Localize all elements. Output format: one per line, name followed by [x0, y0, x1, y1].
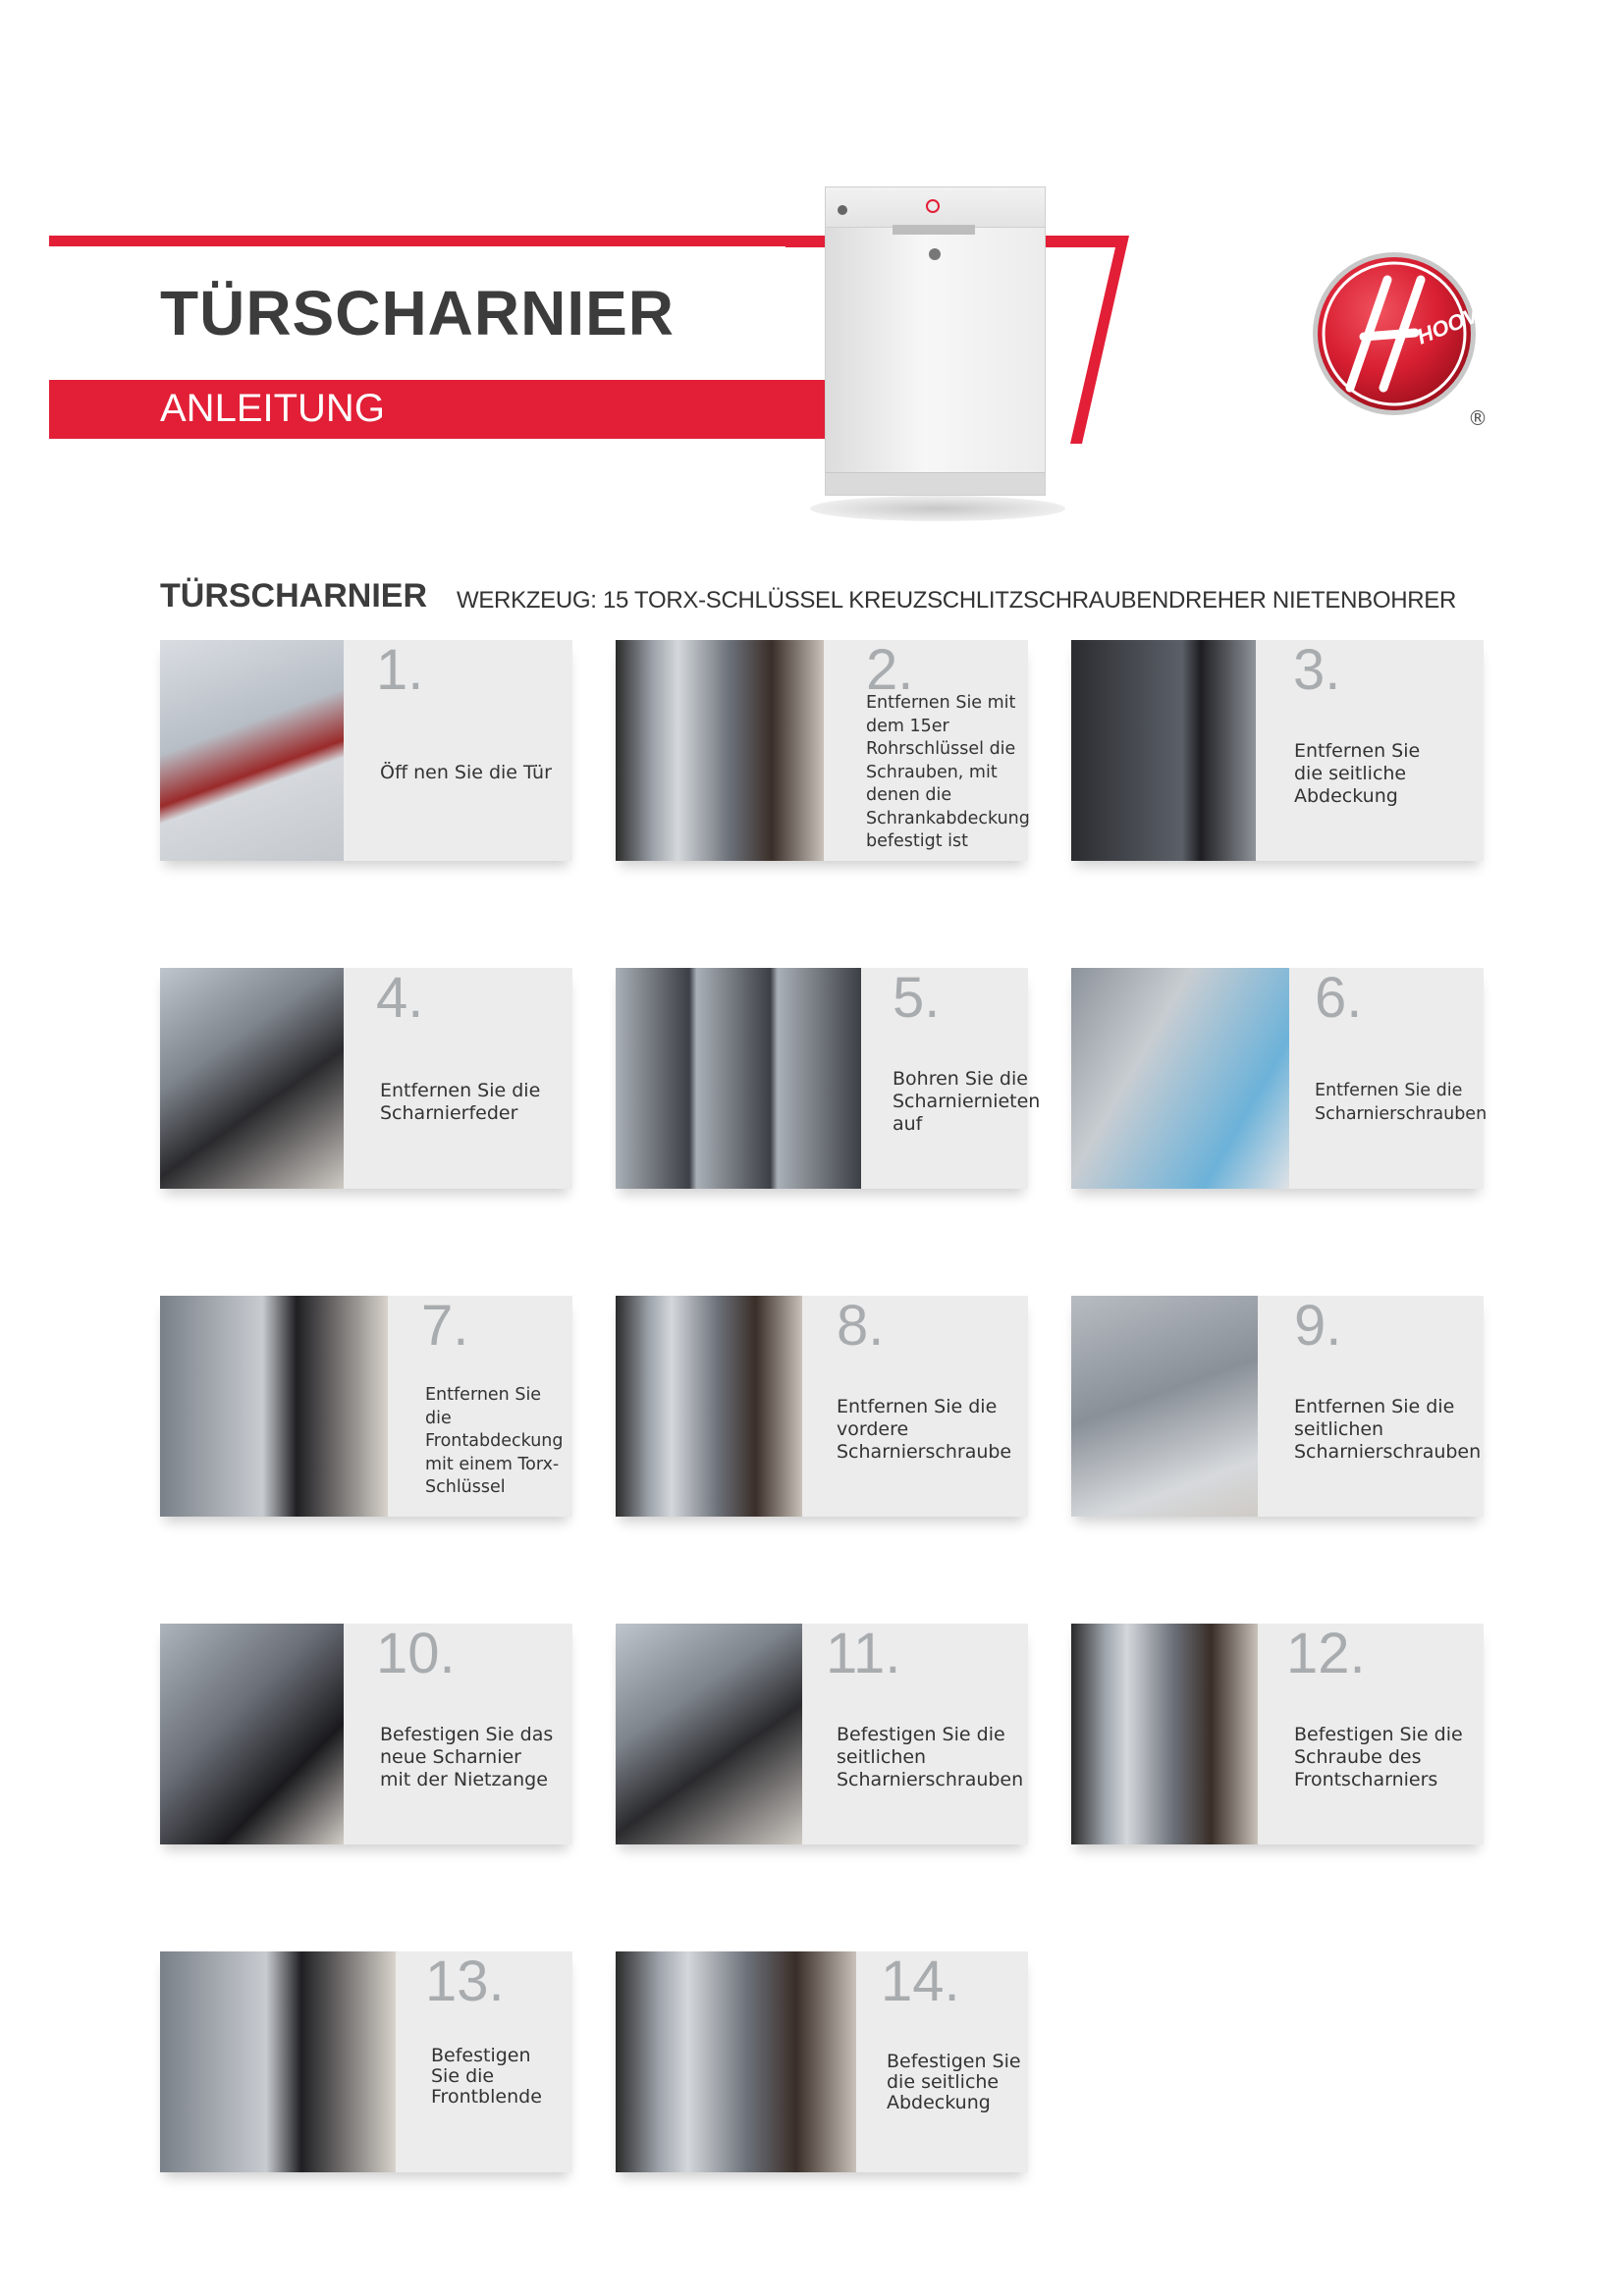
- step-photo: [160, 640, 344, 861]
- step-photo: [616, 1624, 802, 1844]
- step-number: 5.: [893, 966, 941, 1030]
- step-card-11: [616, 1624, 1028, 1844]
- step-photo: [160, 1296, 388, 1517]
- power-button-icon: [926, 199, 940, 213]
- page-title: TÜRSCHARNIER: [160, 278, 675, 348]
- registered-mark: ®: [1468, 406, 1488, 430]
- step-card-7: [160, 1296, 572, 1517]
- step-photo: [160, 1951, 396, 2172]
- step-photo: [1071, 968, 1289, 1189]
- step-number: 6.: [1315, 966, 1363, 1030]
- section-title: TÜRSCHARNIER: [160, 577, 427, 614]
- step-card-6: [1071, 966, 1488, 1189]
- step-number: 4.: [376, 966, 424, 1030]
- step-photo: [160, 1624, 344, 1844]
- page-subtitle: ANLEITUNG: [160, 387, 385, 430]
- hoover-logo: [1311, 250, 1510, 430]
- hoover-logo-text: HOOVER: [1413, 291, 1510, 349]
- dishwasher-emblem-icon: [929, 248, 941, 260]
- step-photo: [616, 1951, 856, 2172]
- step-card-10: [160, 1624, 572, 1844]
- step-number: 1.: [376, 638, 424, 702]
- step-text: Entfernen Sie die seitlichen Scharnierschrauben: [1294, 1396, 1482, 1463]
- header-red-stripe: [49, 236, 825, 246]
- step-text: Befestigen Sie die Schraube des Frontscharniers: [1294, 1724, 1463, 1790]
- step-number: 10.: [376, 1622, 456, 1685]
- step-number: 7.: [421, 1294, 469, 1358]
- step-number: 2.: [866, 638, 914, 702]
- step-photo: [1071, 1624, 1258, 1844]
- step-number: 8.: [837, 1294, 885, 1358]
- step-photo: [616, 640, 824, 861]
- step-number: 9.: [1294, 1294, 1342, 1358]
- step-number: 14.: [881, 1949, 960, 2013]
- step-card-1: [160, 640, 572, 861]
- step-photo: [1071, 640, 1256, 861]
- dishwasher-shadow: [810, 496, 1065, 521]
- step-number: 3.: [1293, 638, 1341, 702]
- dishwasher-badge-icon: [838, 205, 847, 215]
- step-photo: [160, 968, 344, 1189]
- dishwasher-image: [825, 187, 1046, 496]
- step-text: Befestigen Sie die Frontblende: [431, 2045, 542, 2108]
- step-text: Entfernen Sie die Frontabdeckung mit einem Torx-Schlüssel: [425, 1385, 564, 1497]
- tools-list: WERKZEUG: 15 TORX-SCHLÜSSEL KREUZSCHLITZSCHRAUBENDREHER NIETENBOHRER: [457, 587, 1456, 614]
- step-photo: [616, 968, 861, 1189]
- step-text: Öff nen Sie die Tür: [380, 762, 552, 783]
- step-text: Befestigen Sie die seitliche Abdeckung: [887, 2051, 1021, 2113]
- dishwasher-kickplate: [826, 472, 1045, 495]
- step-number: 11.: [826, 1622, 901, 1685]
- step-card-9: [1071, 1296, 1484, 1517]
- step-card-4: [160, 968, 572, 1189]
- step-text: Entfernen Sie die vordere Scharnierschraube: [837, 1396, 1012, 1463]
- step-card-5: [616, 966, 1041, 1189]
- step-number: 13.: [425, 1949, 505, 2013]
- step-text: Entfernen Sie die seitliche Abdeckung: [1294, 740, 1421, 807]
- step-text: Befestigen Sie das neue Scharnier mit der Nietzange: [380, 1724, 554, 1790]
- step-text: Entfernen Sie die Scharnierschrauben: [1315, 1081, 1488, 1124]
- step-photo: [616, 1296, 802, 1517]
- step-card-2: [616, 640, 1028, 861]
- step-text: Entfernen Sie mit dem 15er Rohrschlüssel die Schrauben, mit denen die Schrankabdeckung befestigt ist: [866, 693, 1030, 851]
- step-text: Entfernen Sie die Scharnierfeder: [380, 1080, 541, 1124]
- step-card-12: [1071, 1624, 1484, 1844]
- dishwasher-control-panel: [826, 187, 1045, 228]
- step-card-8: [616, 1296, 1028, 1517]
- step-text: Befestigen Sie die seitlichen Scharnierschrauben: [837, 1724, 1024, 1790]
- step-number: 12.: [1286, 1622, 1366, 1685]
- step-photo: [1071, 1296, 1258, 1517]
- dishwasher-handle: [893, 225, 975, 235]
- step-text: Bohren Sie die Scharniernieten auf: [893, 1068, 1041, 1135]
- step-card-13: [160, 1951, 572, 2172]
- step-card-3: [1071, 640, 1484, 861]
- step-card-14: [616, 1951, 1028, 2172]
